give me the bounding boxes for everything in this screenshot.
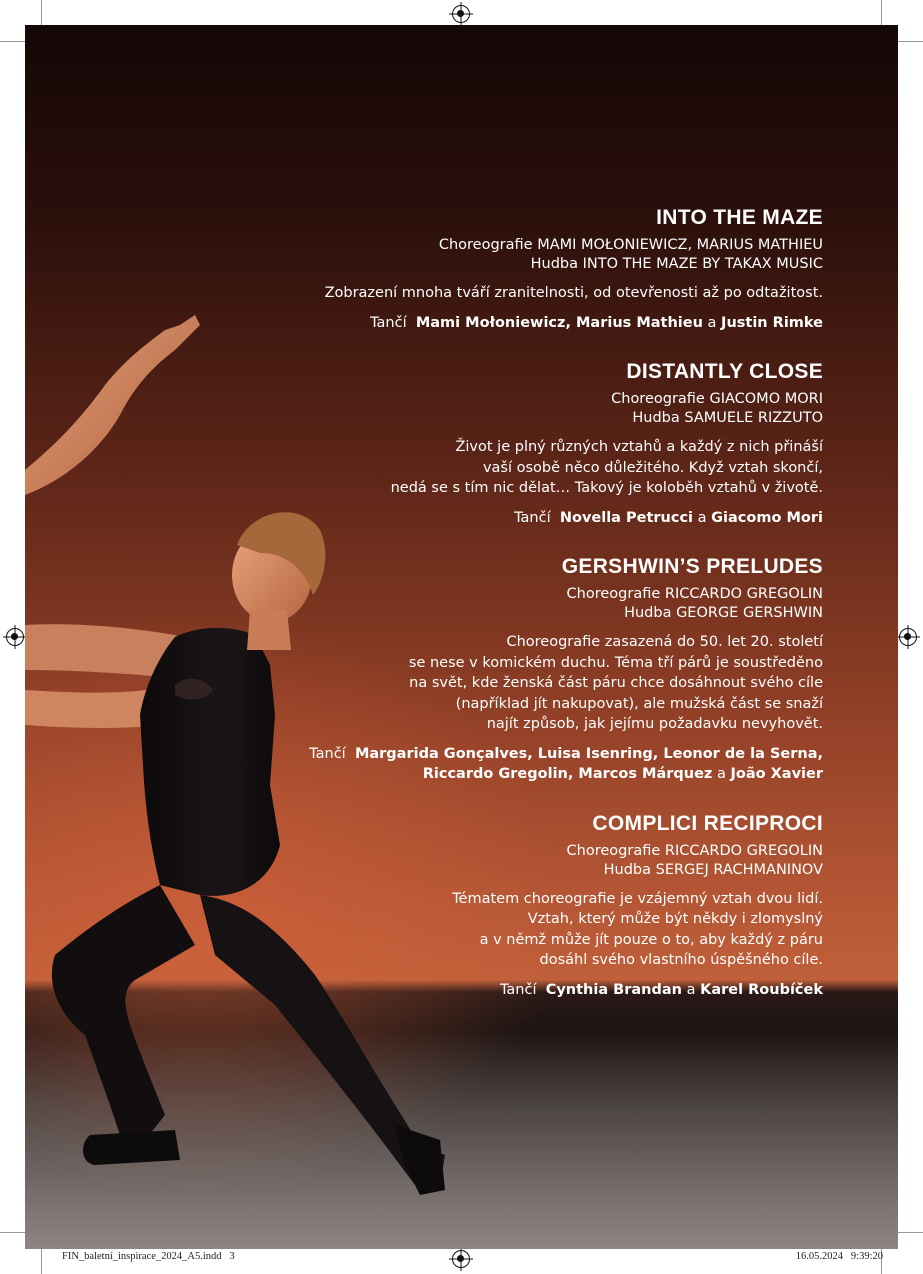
piece-title: DISTANTLY CLOSE	[626, 360, 823, 383]
dancers-credit: Tančí Cynthia Brandan a Karel Roubíček	[499, 981, 823, 998]
crop-mark	[0, 41, 25, 42]
music-credit: Hudba GEORGE GERSHWIN	[624, 605, 823, 621]
registration-mark-icon	[6, 628, 24, 646]
dancers-credit: Tančí Mami Mołoniewicz, Marius Mathieu a Justin Rimke	[370, 314, 823, 331]
dancers-credit: Tančí Novella Petrucci a Giacomo Mori	[514, 509, 823, 526]
choreography-credit: Choreografie GIACOMO MORI	[611, 391, 823, 407]
programme-list	[263, 205, 823, 1026]
music-credit: Hudba INTO THE MAZE BY TAKAX MUSIC	[530, 256, 823, 272]
piece-description: Tématem choreografie je vzájemný vztah dvou lidí. Vztah, který může být někdy i zlomyslný a v němž může jít pouze o to, aby každý z páru dosáhl svého vlastního úspěšného cíle.	[452, 890, 823, 968]
choreography-credit: Choreografie RICCARDO GREGOLIN	[566, 842, 823, 859]
crop-mark	[41, 1249, 42, 1274]
print-slug-timestamp: 16.05.2024 9:39:20	[795, 1251, 883, 1262]
programme-item-into-the-maze	[263, 205, 823, 333]
piece-title: INTO THE MAZE	[656, 206, 823, 229]
registration-mark-icon	[452, 1250, 470, 1268]
piece-description: Choreografie zasazená do 50. let 20. století se nese v komickém duchu. Téma tří párů je soustředěno na svět, kde ženská část páru chce dosáhnout svého cíle (například jít nakupovat), ale mužská část se snaží najít způsob, jak jejímu požadavku nevyhovět.	[408, 634, 823, 732]
dancers-credit: Tančí Margarida Gonçalves, Luisa Isenring, Leonor de la Serna, Riccardo Gregolin, Marcos Márquez a João Xavier	[309, 745, 823, 782]
crop-mark	[0, 1232, 25, 1233]
poster-page	[25, 25, 898, 1249]
choreography-credit: Choreografie RICCARDO GREGOLIN	[566, 586, 823, 602]
crop-mark	[41, 0, 42, 25]
programme-item-complici-reciproci	[263, 811, 823, 1001]
print-slug-filename: FIN_baletní_inspirace_2024_A5.indd 3	[62, 1251, 235, 1262]
piece-description: Život je plný různých vztahů a každý z nich přináší vaší osobě něco důležitého. Když vztah skončí, nedá se s tím nic dělat… Takový je koloběh vztahů v životě.	[390, 439, 823, 496]
registration-mark-icon	[899, 628, 917, 646]
crop-mark	[898, 1232, 923, 1233]
piece-description: Zobrazení mnoha tváří zranitelnosti, od otevřenosti až po odtažitost.	[324, 285, 823, 301]
crop-mark	[898, 41, 923, 42]
music-credit: Hudba SERGEJ RACHMANINOV	[603, 861, 823, 878]
choreography-credit: Choreografie MAMI MOŁONIEWICZ, MARIUS MATHIEU	[438, 237, 823, 253]
crop-mark	[881, 0, 882, 25]
registration-mark-icon	[452, 5, 470, 23]
piece-title: GERSHWIN’S PRELUDES	[561, 555, 823, 578]
music-credit: Hudba SAMUELE RIZZUTO	[632, 410, 823, 426]
programme-item-gershwins-preludes	[263, 554, 823, 785]
piece-title: COMPLICI RECIPROCI	[592, 811, 823, 835]
programme-item-distantly-close	[263, 359, 823, 528]
